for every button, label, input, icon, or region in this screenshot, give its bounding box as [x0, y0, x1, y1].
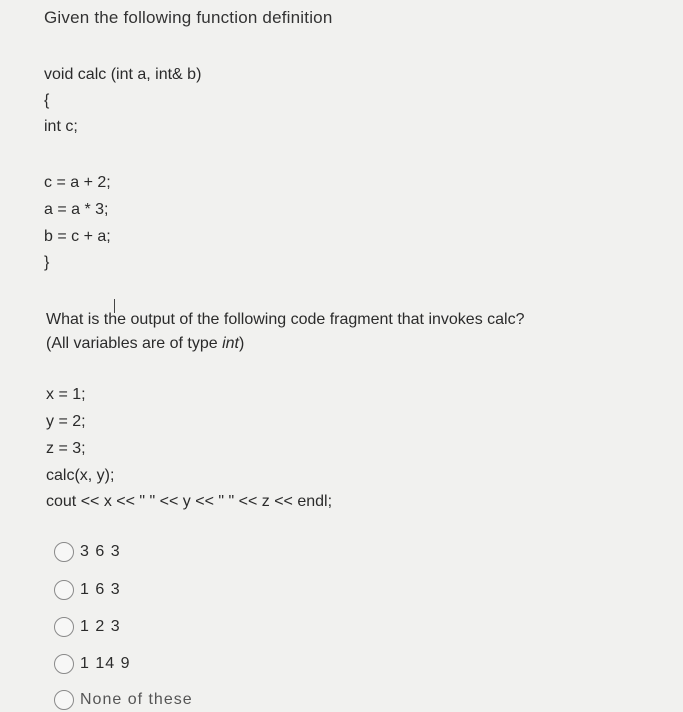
question-text: What is the output of the following code fragment that invokes calc?	[46, 311, 525, 328]
answer-option-2[interactable]	[54, 578, 121, 602]
code-line: cout << x << " " << y << " " << z << endl;	[46, 493, 333, 510]
answer-option-label: 3 6 3	[80, 543, 121, 560]
answer-option-3[interactable]	[54, 615, 121, 639]
function-open-brace: {	[44, 92, 50, 109]
function-line: a = a * 3;	[44, 201, 109, 218]
answer-option-label: 1 6 3	[80, 581, 121, 598]
answer-option-label: 1 14 9	[80, 655, 131, 672]
code-line: y = 2;	[46, 413, 86, 430]
radio-button[interactable]	[54, 580, 74, 600]
answer-option-label: 1 2 3	[80, 618, 121, 635]
function-signature: void calc (int a, int& b)	[44, 66, 202, 83]
radio-button[interactable]	[54, 617, 74, 637]
function-line: b = c + a;	[44, 228, 111, 245]
radio-button[interactable]	[54, 542, 74, 562]
answer-option-1[interactable]	[54, 540, 121, 564]
code-line: calc(x, y);	[46, 467, 115, 484]
function-line: c = a + 2;	[44, 174, 111, 191]
question-note: (All variables are of type int)	[46, 335, 245, 352]
function-close-brace: }	[44, 254, 50, 271]
question-heading: Given the following function definition	[44, 8, 333, 27]
function-line: int c;	[44, 118, 78, 135]
answer-option-label: None of these	[80, 691, 193, 708]
radio-button[interactable]	[54, 654, 74, 674]
code-line: x = 1;	[46, 386, 86, 403]
answer-option-4[interactable]	[54, 652, 130, 676]
code-line: z = 3;	[46, 440, 86, 457]
radio-button[interactable]	[54, 690, 74, 710]
answer-option-5[interactable]	[54, 688, 193, 712]
